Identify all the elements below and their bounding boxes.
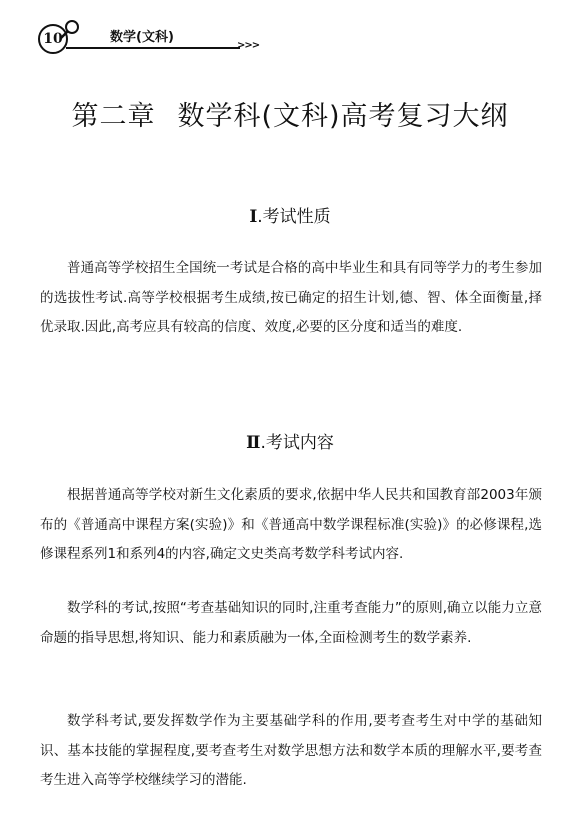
paragraph: 普通高等学校招生全国统一考试是合格的高中毕业生和具有同等学力的考生参加的选拔性考试.高等学校根据考生成绩,按已确定的招生计划,德、智、体全面衡量,择优录取.因此,高考应具有较高的信度、效度,必要的区分度和适当的难度. bbox=[40, 260, 542, 335]
paragraph: 数学科考试,要发挥数学作为主要基础学科的作用,要考查考生对中学的基础知识、基本技能的掌握程度,要考查考生对数学思想方法和数学本质的理解水平,要考查考生进入高等学校继续学习的潜能. bbox=[40, 713, 542, 788]
paragraph: 根据普通高等学校对新生文化素质的要求,依据中华人民共和国教育部2003年颁布的《普通高中课程方案(实验)》和《普通高中数学课程标准(实验)》的必修课程,选修课程系列1和系列4的内容,确定文史类高考数学科考试内容. bbox=[40, 487, 542, 562]
section-title: .考试性质 bbox=[257, 207, 331, 227]
section-heading-1 bbox=[0, 202, 580, 227]
page-number: 10 bbox=[38, 24, 68, 54]
header-arrows: >>> bbox=[237, 40, 260, 51]
chapter-title bbox=[0, 94, 580, 133]
section-numeral: Ⅰ bbox=[249, 207, 258, 227]
section-numeral: Ⅱ bbox=[246, 433, 261, 453]
header-subject: 数学(文科) bbox=[110, 30, 174, 45]
section-title: .考试内容 bbox=[260, 433, 334, 453]
header-underline bbox=[66, 47, 240, 49]
chapter-name: 数学科(文科)高考复习大纲 bbox=[177, 101, 509, 132]
section-heading-2 bbox=[0, 428, 580, 453]
magnifier-icon bbox=[58, 18, 82, 42]
page-header bbox=[32, 18, 292, 62]
chapter-number: 第二章 bbox=[71, 101, 156, 132]
paragraph: 数学科的考试,按照“考查基础知识的同时,注重考查能力”的原则,确立以能力立意命题的指导思想,将知识、能力和素质融为一体,全面检测考生的数学素养. bbox=[40, 600, 542, 646]
